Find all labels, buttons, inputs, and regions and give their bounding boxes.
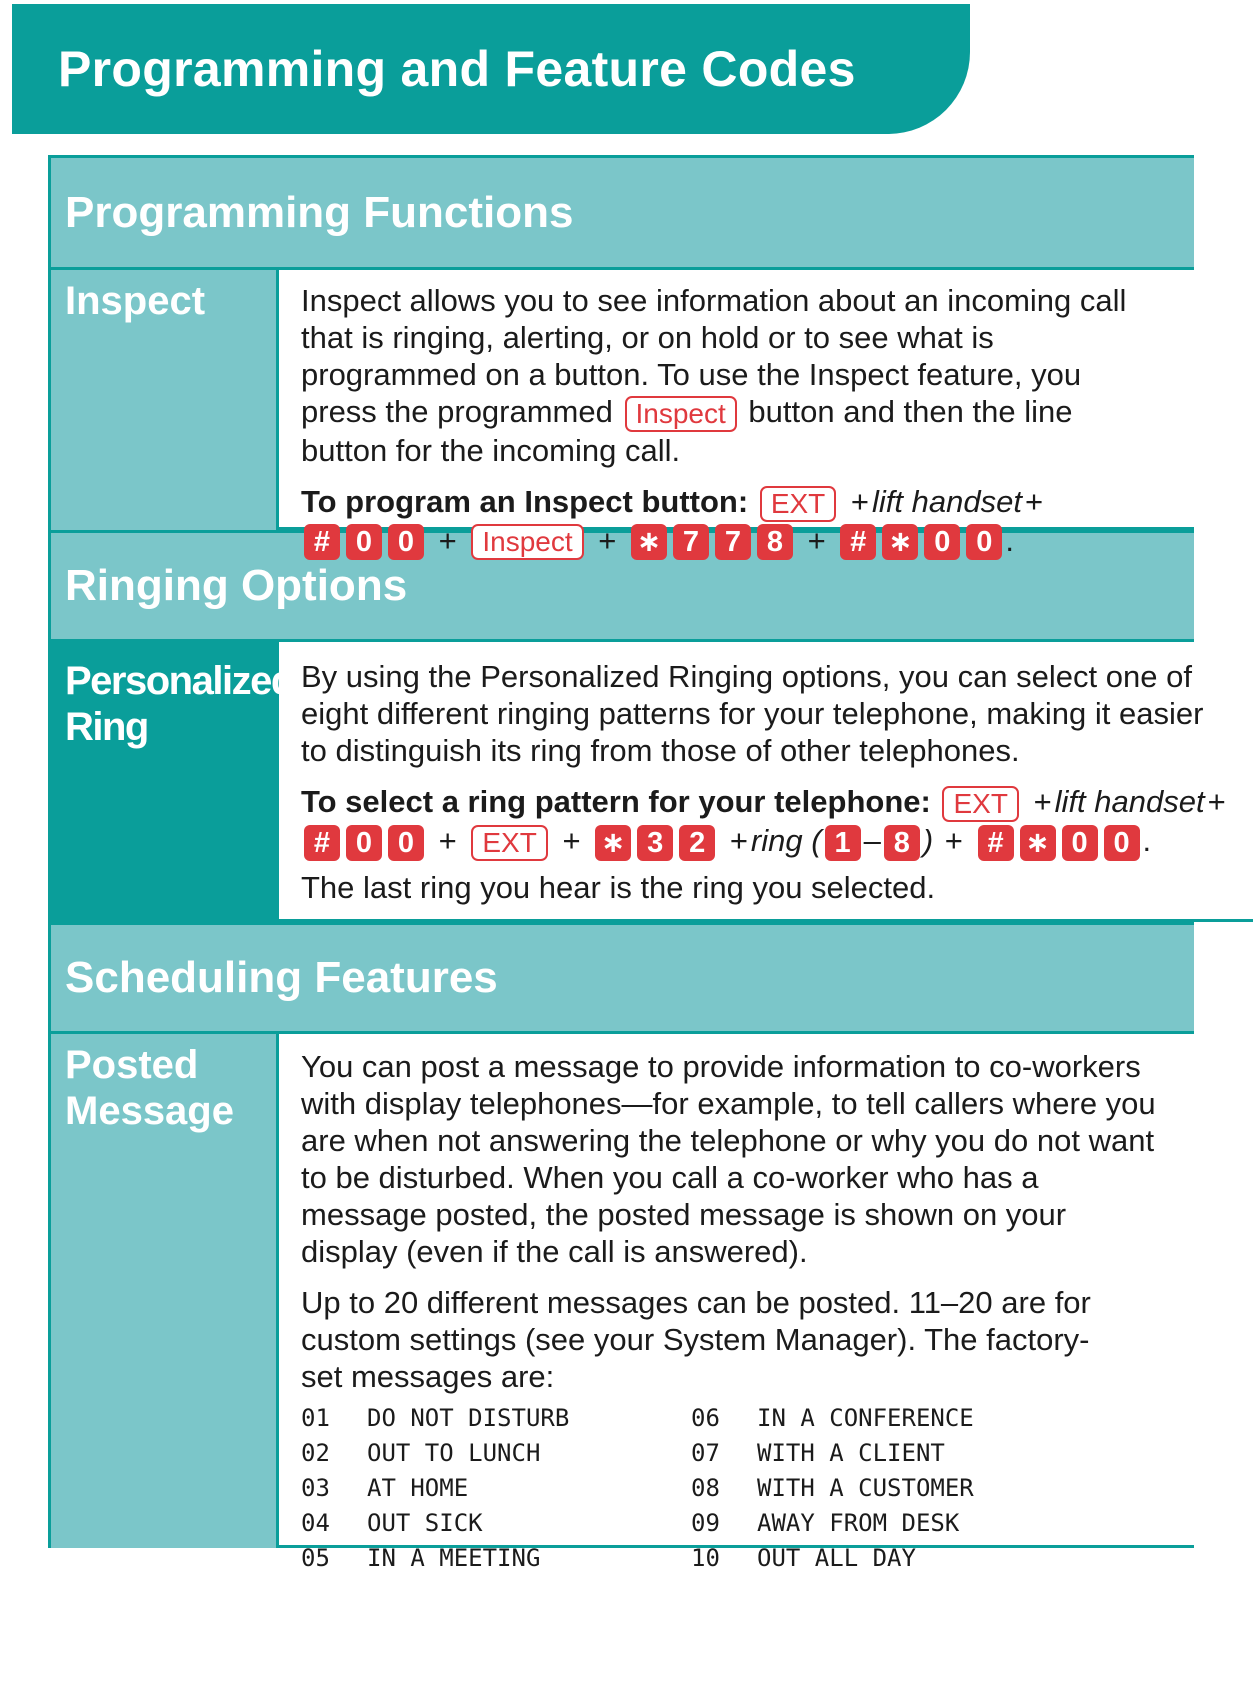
row-personalized-ring	[51, 642, 1226, 922]
section-title: Ringing Options	[65, 561, 408, 610]
list-item: 08 WITH A CUSTOMER	[691, 1474, 974, 1502]
message-column	[691, 1401, 1051, 1576]
key-0: 0	[1104, 825, 1140, 861]
hash-key: #	[840, 524, 876, 560]
list-item: 07 WITH A CLIENT	[691, 1439, 945, 1467]
ext-key: EXT	[760, 486, 836, 522]
list-item: 02 OUT TO LUNCH	[301, 1439, 541, 1467]
star-key: ∗	[882, 524, 918, 560]
row-body-inspect	[279, 270, 1194, 559]
list-item: 05 IN A MEETING	[301, 1544, 541, 1572]
list-item: 03 AT HOME	[301, 1474, 469, 1502]
list-item: 04 OUT SICK	[301, 1509, 483, 1537]
key-0: 0	[388, 825, 424, 861]
page-title: Programming and Feature Codes	[58, 41, 856, 97]
key-0: 0	[924, 524, 960, 560]
row-label-personalized-ring: Personalized Ring	[51, 642, 279, 922]
hash-key: #	[304, 825, 340, 861]
ring-note: The last ring you hear is the ring you selected.	[301, 869, 936, 905]
row-label-inspect: Inspect	[51, 270, 279, 530]
row-inspect	[51, 270, 1194, 559]
key-2: 2	[679, 825, 715, 861]
star-key: ∗	[595, 825, 631, 861]
ext-key: EXT	[471, 825, 547, 861]
key-8: 8	[884, 825, 920, 861]
key-1: 1	[825, 825, 861, 861]
row-posted-message	[51, 1034, 1194, 1572]
title-banner	[12, 4, 970, 134]
hash-key: #	[978, 825, 1014, 861]
list-item: 06 IN A CONFERENCE	[691, 1404, 974, 1432]
row-body-posted-message	[279, 1034, 1194, 1572]
key-7: 7	[715, 524, 751, 560]
ext-key: EXT	[942, 786, 1018, 822]
message-column	[301, 1401, 661, 1576]
inspect-key-inline: Inspect	[625, 396, 737, 432]
list-item: 09 AWAY FROM DESK	[691, 1509, 960, 1537]
star-key: ∗	[1020, 825, 1056, 861]
factory-message-list	[301, 1401, 1170, 1576]
section-header-scheduling-features	[51, 922, 1194, 1034]
key-0: 0	[346, 524, 382, 560]
ring-instruction: To select a ring pattern for your telephone: EXT +lift handset+ # 0 0 + EXT + ∗ 3 2 +ring ( 1 – 8 ) + # ∗ 0 0 .	[301, 784, 1226, 859]
ring-description: By using the Personalized Ringing options, you can select one of eight different ringing patterns for your telephone, making it easier to distinguish its ring from those of other telephones.	[301, 659, 1204, 768]
key-8: 8	[757, 524, 793, 560]
star-key: ∗	[631, 524, 667, 560]
posted-message-count-note: Up to 20 different messages can be posted. 11–20 are for custom settings (see your System Manager). The factory-set messages are:	[301, 1285, 1091, 1394]
inspect-description: Inspect allows you to see information about an incoming call that is ringing, alerting, or on hold or to see what is programmed on a button. To use the Inspect feature, you press the programmed Inspect button and then the line button for the incoming call.	[301, 283, 1127, 468]
inspect-instruction: To program an Inspect button: EXT +lift handset+ # 0 0 + Inspect + ∗ 7 7 8 + # ∗ 0 0 .	[301, 483, 1044, 559]
list-item: 10 OUT ALL DAY	[691, 1544, 916, 1572]
key-0: 0	[346, 825, 382, 861]
section-title: Programming Functions	[65, 187, 574, 237]
hash-key: #	[304, 524, 340, 560]
key-0: 0	[1062, 825, 1098, 861]
posted-message-description: You can post a message to provide information to co-workers with display telephones—for example, to tell callers where you are when not answering the telephone or why you do not want to be disturbed. When you call a co-worker who has a message posted, the posted message is shown on your display (even if the call is answered).	[301, 1049, 1156, 1269]
list-item: 01 DO NOT DISTURB	[301, 1404, 570, 1432]
key-0: 0	[966, 524, 1002, 560]
row-body-personalized-ring	[279, 642, 1253, 922]
section-header-programming-functions	[51, 158, 1194, 270]
feature-table	[48, 155, 1226, 1572]
key-3: 3	[637, 825, 673, 861]
key-0: 0	[388, 524, 424, 560]
key-7: 7	[673, 524, 709, 560]
section-title: Scheduling Features	[65, 953, 498, 1002]
inspect-key: Inspect	[471, 524, 583, 560]
row-label-posted-message: Posted Message	[51, 1034, 279, 1548]
